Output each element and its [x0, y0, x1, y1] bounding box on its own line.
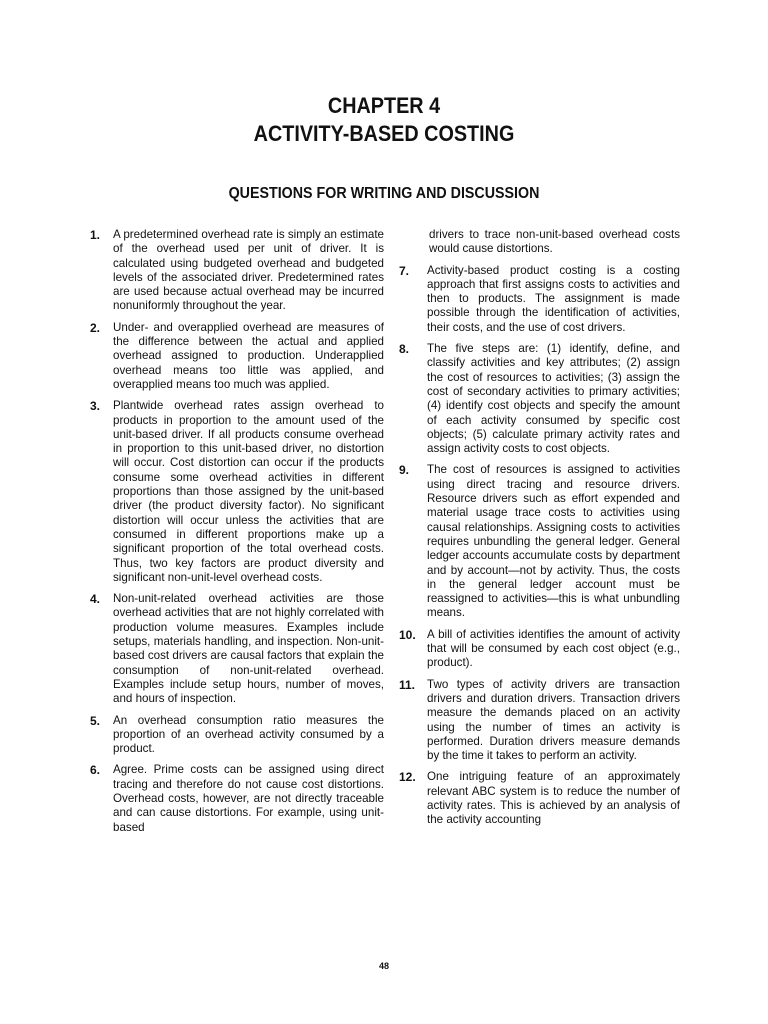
question-number: 7. [399, 263, 410, 278]
answer-text: Under- and overapplied overhead are measures of the difference between the actual and applied overhead assigned to production. Underapplied overhead means too little was applied, and overapplied means too much was applied. [113, 320, 384, 391]
answer-text: Activity-based product costing is a costing approach that first assigns costs to activities and then to products. The assignment is made possible through the identification of activities, their costs, and the use of cost drivers. [427, 263, 680, 334]
answer-text: Agree. Prime costs can be assigned using direct tracing and therefore do not cause cost distortions. Overhead costs, however, are not directly traceable and can cause distortions. For example, using unit-based [113, 763, 384, 834]
question-number: 10. [399, 627, 416, 642]
left-column [84, 228, 384, 842]
answer-text: drivers to trace non-unit-based overhead costs would cause distortions. [429, 228, 680, 256]
answer-text: An overhead consumption ratio measures the proportion of an overhead activity consumed by a product. [113, 713, 384, 756]
question-answer-2 [84, 321, 384, 392]
chapter-number: CHAPTER 4 [327, 93, 441, 118]
question-number: 3. [90, 399, 101, 414]
answer-text: Plantwide overhead rates assign overhead to products in proportion to the amount used of the unit-based driver. If all products consume overhead in proportion to this unit-based driver, no distortion will occur. Cost distortion can occur if the products consume some overhead activities in different proportions than those assigned by the unit-based driver (the product diversity factor). No significant distortion will occur unless the activities that are consumed in different proportions make up a significant proportion of the total overhead costs. Thus, two key factors are product diversity and significant non-unit-level overhead costs. [113, 399, 384, 584]
question-number: 6. [90, 763, 101, 778]
question-answer-11 [398, 678, 680, 764]
question-number: 4. [90, 592, 101, 607]
question-number: 9. [399, 463, 410, 478]
question-number: 5. [90, 713, 101, 728]
question-answer-10 [398, 628, 680, 671]
answer-6-continuation [398, 228, 680, 257]
question-answer-3 [84, 399, 384, 585]
question-answer-5 [84, 714, 384, 757]
answer-text: The five steps are: (1) identify, define, and classify activities and key attributes; (2) assign the cost of resources to activities; (3) assign the cost of secondary activities to primary activities; (4) identify cost objects and specify the amount of each activity consumed by specific cost objects; (5) calculate primary activity rates and assign activity costs to cost objects. [427, 342, 680, 456]
section-title: QUESTIONS FOR WRITING AND DISCUSSION [228, 185, 540, 202]
question-number: 1. [90, 228, 101, 242]
question-answer-7 [398, 264, 680, 335]
question-number: 8. [399, 342, 410, 357]
answer-text: A predetermined overhead rate is simply an estimate of the overhead used per unit of driver. It is calculated using budgeted overhead and budgeted levels of the associated driver. Predetermined rates are used because actual overhead may be incurred nonuniformly throughout the year. [113, 228, 384, 313]
answer-text: Two types of activity drivers are transaction drivers and duration drivers. Transaction drivers measure the demands placed on an activity using the number of times an activity is performed. Duration drivers measure demands by the time it takes to perform an activity. [427, 677, 680, 763]
chapter-title: ACTIVITY-BASED COSTING [253, 121, 515, 146]
page-number: 48 [378, 961, 389, 971]
chapter-heading [38, 92, 729, 148]
question-answer-4 [84, 592, 384, 706]
answer-text: A bill of activities identifies the amount of activity that will be consumed by each cost object (e.g., product). [427, 627, 680, 670]
question-number: 2. [90, 320, 101, 335]
question-number: 11. [399, 677, 416, 692]
question-answer-12 [398, 770, 680, 827]
right-column [398, 228, 680, 835]
answer-text: Non-unit-related overhead activities are those overhead activities that are not highly correlated with production volume measures. Examples include setups, materials handling, and inspection. Non-unit-based cost drivers are causal factors that explain the consumption of non-unit-related overhead. Examples include setup hours, number of moves, and hours of inspection. [113, 592, 384, 706]
question-answer-6 [84, 763, 384, 834]
answer-text: One intriguing feature of an approximately relevant ABC system is to reduce the number of activity rates. This is achieved by an analysis of the activity accounting [427, 770, 680, 827]
question-answer-1 [84, 228, 384, 314]
question-number: 12. [399, 770, 416, 785]
question-answer-9 [398, 463, 680, 620]
question-answer-8 [398, 342, 680, 456]
answer-text: The cost of resources is assigned to activities using direct tracing and resource drivers. Resource drivers such as effort expended and material usage trace costs to activities using causal relationships. Assigning costs to activities requires unbundling the general ledger. General ledger accounts accumulate costs by department and by account—not by activity. Thus, the costs in the general ledger account must be reassigned to activities—this is what unbundling means. [427, 463, 680, 620]
